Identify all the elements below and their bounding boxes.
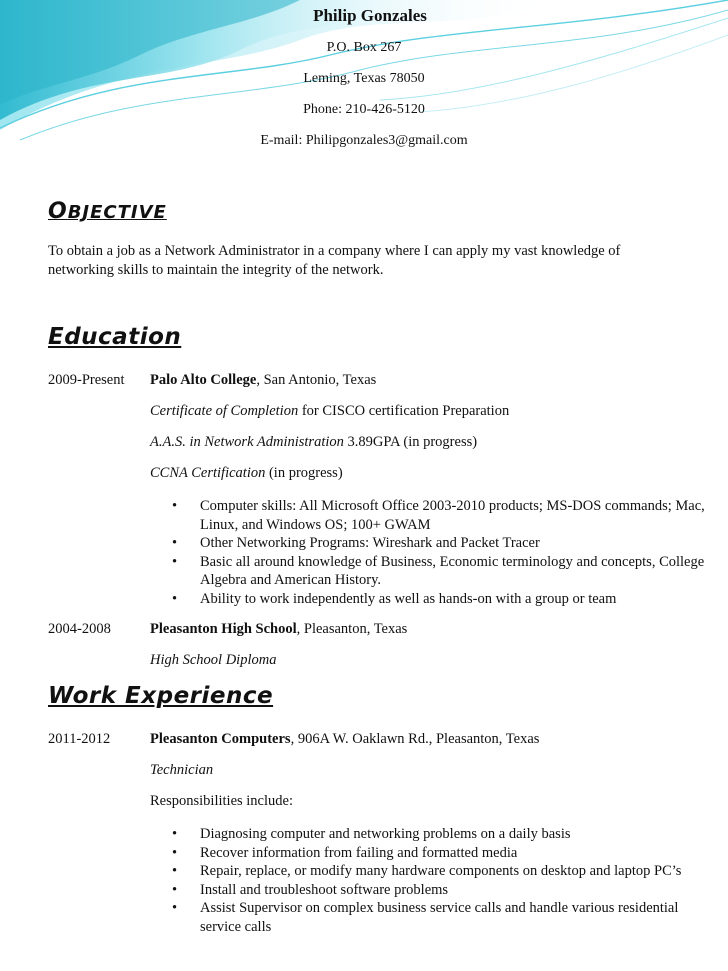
college-location: , San Antonio, Texas [256,372,377,388]
objective-heading-rest: BJECTIVE [67,202,167,223]
list-item: • Assist Supervisor on complex business service calls and handle various residential service calls [150,899,710,936]
company-address: , 906A W. Oaklawn Rd., Pleasanton, Texas [290,731,540,747]
list-item: • Diagnosing computer and networking problems on a daily basis [150,825,710,844]
highschool-location: , Pleasanton, Texas [296,621,408,637]
job-title: Technician [150,762,214,778]
degree-line [150,434,477,451]
company-name: Pleasanton Computers [150,731,291,747]
ccna-detail: (in progress) [265,465,343,481]
list-item: • Other Networking Programs: Wireshark and Packet Tracer [150,534,710,553]
email[interactable]: E-mail: Philipgonzales3@gmail.com [260,133,468,148]
certificate-detail: for CISCO certification Preparation [298,403,510,419]
ccna-title: CCNA Certification [150,465,266,481]
list-item: • Basic all around knowledge of Business, Economic terminology and concepts, College Algebra and American History. [150,553,710,590]
education-heading: Education [48,324,182,350]
education-skills-list [150,497,710,608]
highschool-line [150,621,407,638]
list-item: • Install and troubleshoot software problems [150,881,710,900]
certificate-title: Certificate of Completion [150,403,299,419]
college-name: Palo Alto College [150,372,257,388]
degree-detail: 3.89GPA (in progress) [343,434,478,450]
candidate-name: Philip Gonzales [313,6,427,25]
college-line [150,372,376,389]
certificate-line [150,403,509,420]
objective-text: To obtain a job as a Network Administrator in a company where I can apply my vast knowledge of networking skills to maintain the integrity of the network. [48,243,621,278]
responsibilities-label: Responsibilities include: [150,793,293,809]
objective-heading [48,199,167,224]
highschool-diploma [150,652,276,669]
degree-title: A.A.S. in Network Administration [150,434,344,450]
work-experience-heading: Work Experience [48,683,274,709]
objective-heading-initial: O [48,199,68,224]
list-item: • Recover information from failing and formatted media [150,844,710,863]
phone: Phone: 210-426-5120 [303,102,425,117]
ccna-line [150,465,343,482]
po-box: P.O. Box 267 [326,40,402,55]
list-item: • Computer skills: All Microsoft Office 2003-2010 products; MS-DOS commands; Mac, Linux, and Windows OS; 100+ GWAM [150,497,710,534]
list-item: • Ability to work independently as well as hands-on with a group or team [150,590,710,609]
job-title-line [150,762,213,779]
college-dates: 2009-Present [48,372,125,388]
responsibilities-list [150,825,710,936]
job-dates: 2011-2012 [48,731,111,747]
city-state-zip: Leming, Texas 78050 [303,71,425,86]
diploma-title: High School Diploma [150,652,277,668]
list-item: • Repair, replace, or modify many hardware components on desktop and laptop PC’s [150,862,710,881]
highschool-dates: 2004-2008 [48,621,111,637]
highschool-name: Pleasanton High School [150,621,297,637]
job-line [150,731,539,748]
